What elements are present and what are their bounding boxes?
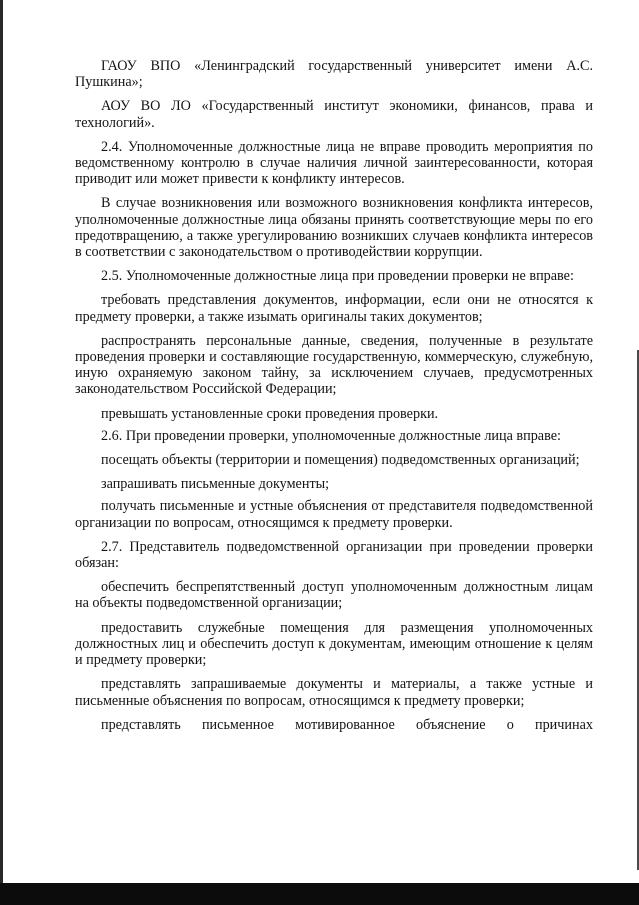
list-item-motivated-explanation: представлять письменное мотивированное объяснение о причинах [101, 716, 593, 733]
list-item-materials: представлять запрашиваемые документы и материалы, а также устные и письменные объяснения по вопросам, относящимся к предмету проверки; [75, 676, 593, 709]
list-item-deadlines: превышать установленные сроки проведения проверки. [101, 405, 439, 422]
list-item-documents: требовать представления документов, информации, если они не относятся к предмету проверки, а также изымать оригиналы таких документов; [75, 292, 593, 325]
paragraph-2-4: 2.4. Уполномоченные должностные лица не вправе проводить мероприятия по ведомственному контролю в случае наличия личной заинтересованности, которая приводит или может привести к конфликту интересов. [75, 138, 593, 188]
paragraph-2-6: 2.6. При проведении проверки, уполномоченные должностные лица вправе: [101, 427, 561, 444]
paragraph-institute: АОУ ВО ЛО «Государственный институт экономики, финансов, права и технологий». [75, 98, 593, 131]
list-item-premises: предоставить служебные помещения для размещения уполномоченных должностных лиц и обеспечить доступ к документам, имеющим отношение к целям и предмету проверки; [75, 619, 593, 669]
document-body [75, 58, 593, 733]
list-item-personal-data: распространять персональные данные, сведения, полученные в результате проведения проверки и составляющие государственную, коммерческую, служебную, иную охраняемую законом тайну, за исключением случаев, предусмотренных законодательством Российской Федерации; [75, 332, 593, 398]
list-item-access: обеспечить беспрепятственный доступ уполномоченным должностным лицам на объекты подведомственной организации; [75, 579, 593, 612]
list-item-visit-objects: посещать объекты (территории и помещения) подведомственных организаций; [101, 452, 580, 469]
paragraph-university: ГАОУ ВПО «Ленинградский государственный университет имени А.С. Пушкина»; [75, 58, 593, 91]
paragraph-2-5: 2.5. Уполномоченные должностные лица при проведении проверки не вправе: [101, 268, 574, 285]
list-item-request-documents: запрашивать письменные документы; [101, 476, 330, 493]
scan-left-edge [0, 0, 3, 905]
paragraph-2-7: 2.7. Представитель подведомственной организации при проведении проверки обязан: [75, 538, 593, 572]
scan-bottom-edge [0, 883, 639, 905]
paragraph-conflict-of-interest: В случае возникновения или возможного возникновения конфликта интересов, уполномоченные должностные лица обязаны принять соответствующие меры по его предотвращению, а также урегулированию возникших случаев конфликта интересов в соответствии с законодательством о противодействии коррупции. [75, 195, 593, 261]
list-item-explanations: получать письменные и устные объяснения от представителя подведомственной организации по вопросам, относящимся к предмету проверки. [75, 498, 593, 531]
